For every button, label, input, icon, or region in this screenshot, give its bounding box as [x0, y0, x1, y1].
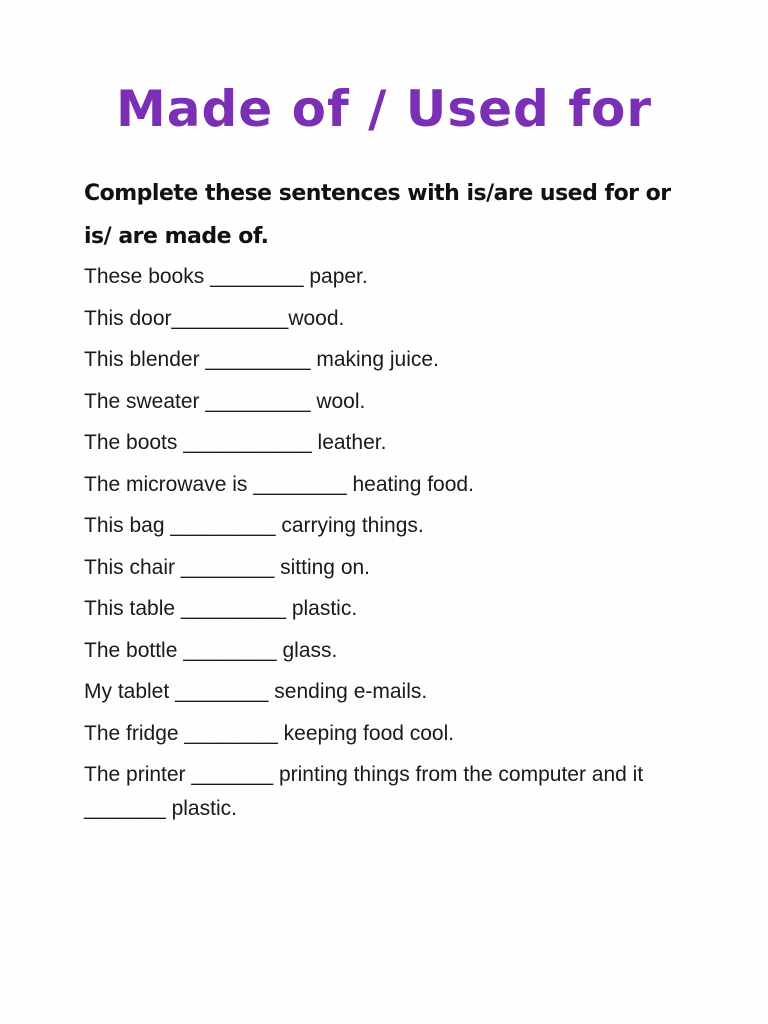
sentence-item: My tablet ________ sending e-mails.	[84, 680, 428, 703]
sentence-item: The sweater _________ wool.	[84, 389, 366, 413]
sentence-item: The bottle ________ glass.	[84, 638, 338, 662]
sentence-item: The microwave is ________ heating food.	[84, 472, 474, 496]
instructions: Complete these sentences with is/are used for or is/ are made of.	[84, 181, 671, 249]
sentence-item: This table _________ plastic.	[84, 597, 358, 620]
sentence-item: The boots ___________ leather.	[84, 431, 387, 454]
sentence-item: This blender _________ making juice.	[84, 348, 439, 371]
sentence-item: These books ________ paper.	[84, 265, 368, 288]
sentence-item: The fridge ________ keeping food cool.	[84, 721, 455, 745]
sentence-list	[84, 260, 704, 826]
sentence-item: This chair ________ sitting on.	[84, 555, 371, 579]
worksheet-title: Made of / Used for	[115, 80, 653, 138]
sentence-item: This bag _________ carrying things.	[84, 514, 424, 537]
sentence-item: The printer _______ printing things from the computer and it _______ plastic.	[84, 763, 649, 820]
sentence-item: This door__________wood.	[84, 306, 345, 330]
